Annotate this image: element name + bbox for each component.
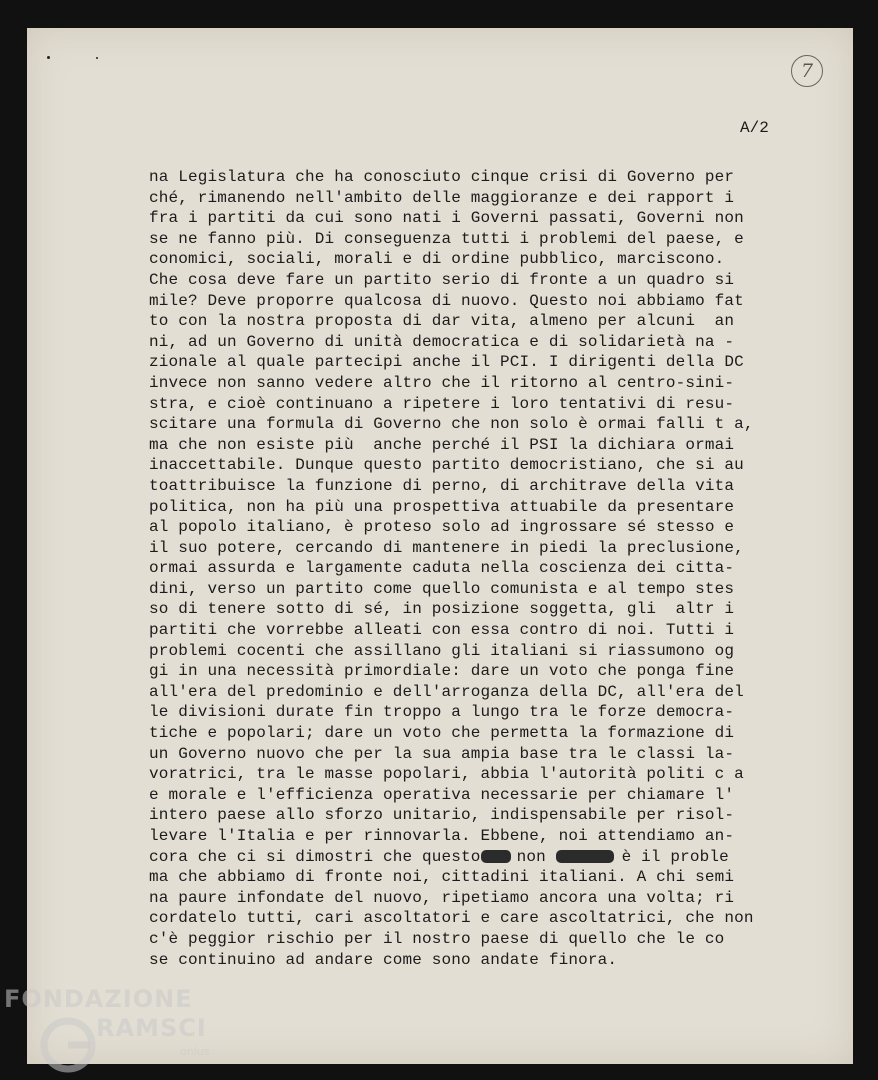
text-line: gi in una necessità primordiale: dare un voto che ponga fine: [149, 662, 735, 681]
fondazione-gramsci-watermark: [4, 985, 234, 1080]
text-line: fra i partiti da cui sono nati i Governi passati, Governi non: [149, 209, 744, 228]
redacted-line-part: cora che ci si dimostri che questo: [149, 847, 481, 866]
page-reference: A/2: [740, 119, 769, 137]
redaction-mark: [481, 850, 511, 863]
text-line: zionale al quale partecipi anche il PCI. I dirigenti della DC: [149, 353, 744, 372]
ink-speck: [47, 56, 50, 59]
text-line: se ne fanno più. Di conseguenza tutti i problemi del paese, e: [149, 229, 744, 248]
text-line: ma che non esiste più anche perché il PSI la dichiara ormai: [149, 435, 735, 454]
text-line: politica, non ha più una prospettiva attuabile da presentare: [149, 497, 735, 516]
text-line: ché, rimanendo nell'ambito delle maggioranze e dei rapport i: [149, 188, 735, 207]
text-line: partiti che vorrebbe alleati con essa contro di noi. Tutti i: [149, 621, 735, 640]
text-line: e morale e l'efficienza operativa necessarie per chiamare l': [149, 785, 735, 804]
text-line: se continuino ad andare come sono andate finora.: [149, 950, 618, 969]
text-line: to con la nostra proposta di dar vita, almeno per alcuni an: [149, 312, 735, 331]
text-line: ormai assurda e largamente caduta nella coscienza dei citta-: [149, 559, 735, 578]
text-line: intero paese allo sforzo unitario, indispensabile per risol-: [149, 806, 735, 825]
text-line: problemi cocenti che assillano gli italiani si riassumono og: [149, 641, 735, 660]
redacted-line-part: non: [516, 847, 546, 866]
text-line: Che cosa deve fare un partito serio di fronte a un quadro si: [149, 270, 735, 289]
text-line: toattribuisce la funzione di perno, di architrave della vita: [149, 476, 735, 495]
text-line: al popolo italiano, è proteso solo ad ingrossare sé stesso e: [149, 518, 735, 537]
text-line: mile? Deve proporre qualcosa di nuovo. Questo noi abbiamo fat: [149, 291, 744, 310]
watermark-onlus: onlus: [180, 1045, 210, 1058]
text-line: ma che abbiamo di fronte noi, cittadini italiani. A chi semi: [149, 868, 735, 887]
typewritten-body: [149, 167, 789, 970]
text-line: ni, ad un Governo di unità democratica e di solidarietà na -: [149, 332, 735, 351]
text-line: so di tenere sotto di sé, in posizione soggetta, gli altr i: [149, 600, 735, 619]
text-line: inaccettabile. Dunque questo partito democristiano, che si au: [149, 456, 744, 475]
text-line: un Governo nuovo che per la sua ampia base tra le classi la-: [149, 744, 735, 763]
text-line: na Legislatura che ha conosciuto cinque crisi di Governo per: [149, 168, 735, 186]
watermark-subtitle: RAMSCI: [96, 1014, 207, 1042]
text-line: tiche e popolari; dare un voto che permetta la formazione di: [149, 724, 735, 743]
text-line: scitare una formula di Governo che non solo è ormai falli t a,: [149, 415, 754, 434]
text-line: cordatelo tutti, cari ascoltatori e care ascoltatrici, che non: [149, 909, 754, 928]
redacted-line-part: è il proble: [621, 847, 729, 866]
text-line: conomici, sociali, morali e di ordine pubblico, marciscono.: [149, 250, 725, 269]
redaction-mark: [556, 850, 614, 863]
text-line: invece non sanno vedere altro che il ritorno al centro-sini-: [149, 373, 735, 392]
text-line: dini, verso un partito come quello comunista e al tempo stes: [149, 579, 735, 598]
text-line: stra, e cioè continuano a ripetere i loro tentativi di resu-: [149, 394, 735, 413]
text-line: levare l'Italia e per rinnovarla. Ebbene, noi attendiamo an-: [149, 827, 735, 845]
text-line-redacted: [149, 847, 789, 868]
ink-speck: [96, 57, 98, 59]
text-line: na paure infondate del nuovo, ripetiamo ancora una volta; ri: [149, 888, 735, 907]
watermark-title: FONDAZIONE: [4, 985, 193, 1013]
text-line: all'era del predominio e dell'arroganza della DC, all'era del: [149, 682, 744, 701]
gramsci-g-logo-icon: [38, 1011, 102, 1075]
text-line: le divisioni durate fin troppo a lungo tra le forze democra-: [149, 703, 735, 722]
text-line: c'è peggior rischio per il nostro paese di quello che le co: [149, 929, 725, 948]
text-line: il suo potere, cercando di mantenere in piedi la preclusione,: [149, 538, 744, 557]
text-line: voratrici, tra le masse popolari, abbia l'autorità politi c a: [149, 765, 744, 784]
folio-number: 7: [791, 55, 823, 87]
